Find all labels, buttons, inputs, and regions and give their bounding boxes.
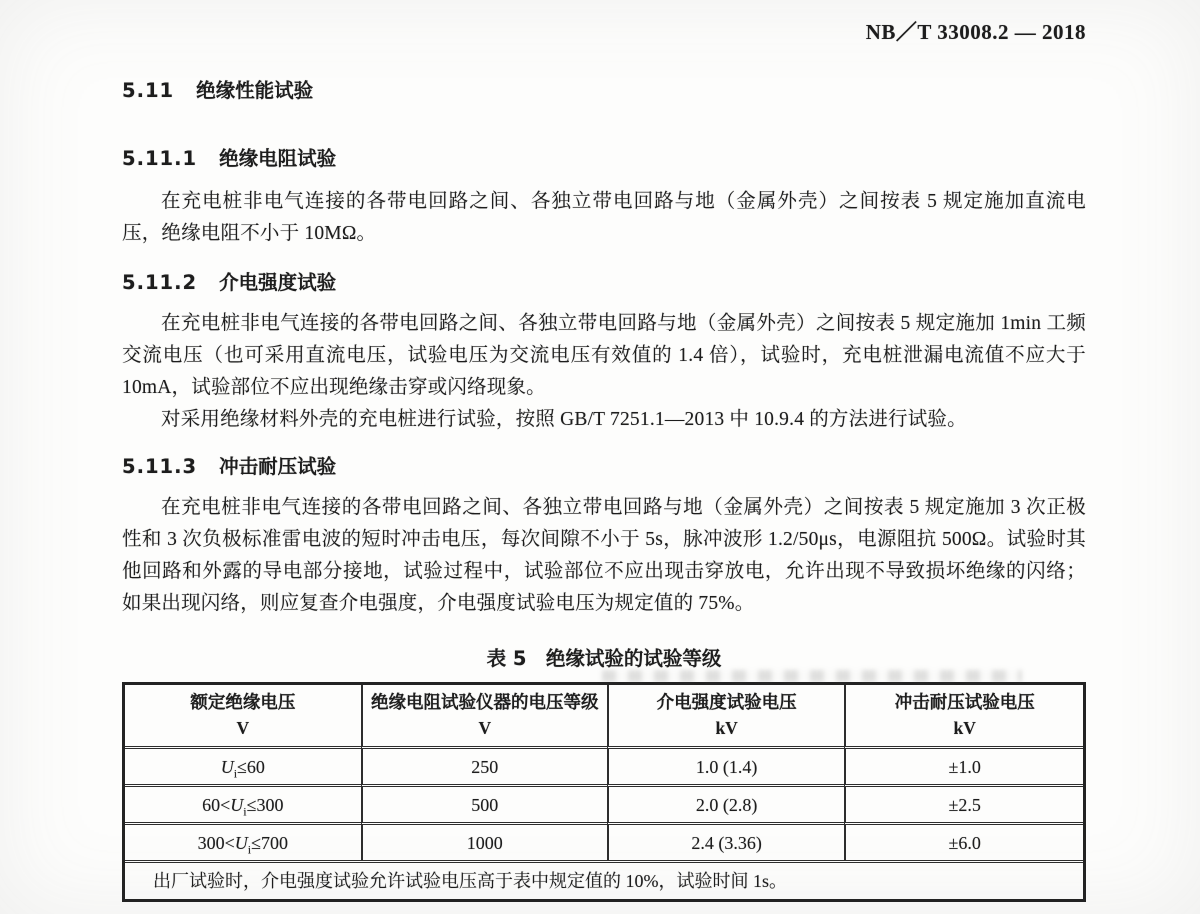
variable-subscript: i: [233, 766, 238, 781]
variable-subscript: i: [247, 842, 252, 857]
table-cell-rated-voltage: [125, 746, 361, 784]
table-header-dielectric-voltage: [607, 685, 845, 746]
table-5-wrapper: [122, 682, 1086, 902]
section-title: 冲击耐压试验: [219, 455, 337, 478]
header-label: 绝缘电阻试验仪器的电压等级: [371, 693, 599, 713]
table-header-impulse-voltage: [844, 685, 1083, 746]
standard-number-header: NB／T 33008.2 — 2018: [865, 20, 1086, 44]
value-suffix: ≤60: [237, 757, 265, 777]
table-header-tester-voltage-class: [361, 685, 607, 746]
value-suffix: ≤300: [246, 795, 284, 815]
variable-u: U: [220, 757, 234, 777]
header-label: 额定绝缘电压: [190, 693, 296, 713]
section-number: 5.11.2: [122, 271, 198, 294]
value-prefix: 300<: [197, 833, 235, 853]
table-cell-rated-voltage: [125, 822, 361, 860]
section-title: 绝缘电阻试验: [219, 147, 337, 170]
header-label: 冲击耐压试验电压: [894, 693, 1035, 713]
section-number: 5.11.3: [122, 455, 198, 478]
header-unit: V: [478, 718, 492, 738]
table-header-rated-voltage: [125, 685, 361, 746]
header-unit: kV: [715, 718, 738, 738]
section-heading-5-11-3: [122, 454, 1086, 480]
paragraph-dielectric-strength-2: 对采用绝缘材料外壳的充电桩进行试验，按照 GB/T 7251.1—2013 中 10.9.4 的方法进行试验。: [161, 409, 967, 430]
table-5-insulation-test-levels: [122, 682, 1086, 902]
table-footnote: 出厂试验时，介电强度试验允许试验电压高于表中规定值的 10%，试验时间 1s。: [125, 860, 1083, 899]
table-cell-impulse-kv: ±1.0: [844, 746, 1083, 784]
paragraph-dielectric-strength-1: 在充电桩非电气连接的各带电回路之间、各独立带电回路与地（金属外壳）之间按表 5 规定施加 1min 工频交流电压（也可采用直流电压，试验电压为交流电压有效值的 1.4 倍），试验时，充电桩泄漏电流值不应大于 10mA，试验部位不应出现绝缘击穿或闪络现象。: [122, 313, 1086, 398]
value-suffix: ≤700: [251, 833, 289, 853]
table-cell-dielectric-kv: 2.0 (2.8): [607, 784, 845, 822]
section-number: 5.11.1: [122, 147, 198, 170]
section-heading-5-11: [122, 78, 1086, 104]
variable-u: U: [234, 833, 248, 853]
table-5-caption: 表 5 绝缘试验的试验等级: [486, 647, 722, 670]
variable-subscript: i: [243, 804, 247, 819]
value-prefix: 60<: [202, 795, 231, 815]
header-label: 介电强度试验电压: [656, 693, 797, 713]
table-cell-rated-voltage: [125, 784, 361, 822]
section-title: 绝缘性能试验: [196, 79, 314, 102]
table-cell-impulse-kv: ±2.5: [844, 784, 1083, 822]
paragraph-insulation-resistance: 在充电桩非电气连接的各带电回路之间、各独立带电回路与地（金属外壳）之间按表 5 规定施加直流电压，绝缘电阻不小于 10MΩ。: [122, 191, 1086, 244]
table-cell-dielectric-kv: 2.4 (3.36): [607, 822, 845, 860]
variable-u: U: [230, 795, 244, 815]
header-unit: V: [236, 718, 250, 738]
section-heading-5-11-1: [122, 146, 1086, 172]
paragraph-impulse-withstand: 在充电桩非电气连接的各带电回路之间、各独立带电回路与地（金属外壳）之间按表 5 规定施加 3 次正极性和 3 次负极标准雷电波的短时冲击电压，每次间隙不小于 5s，脉冲波形 1.2/50μs，电源阻抗 500Ω。试验时其他回路和外露的导电部分接地，试验过程中，试验部位不应出现击穿放电，允许出现不导致损坏绝缘的闪络；如果出现闪络，则应复查介电强度，介电强度试验电压为规定值的 75%。: [122, 497, 1086, 614]
section-number: 5.11: [122, 79, 175, 102]
header-unit: kV: [953, 718, 976, 738]
table-cell-impulse-kv: ±6.0: [844, 822, 1083, 860]
table-cell-tester-voltage: 500: [361, 784, 607, 822]
table-cell-tester-voltage: 250: [361, 746, 607, 784]
section-heading-5-11-2: [122, 270, 1086, 296]
section-title: 介电强度试验: [219, 271, 337, 294]
table-cell-dielectric-kv: 1.0 (1.4): [607, 746, 845, 784]
table-cell-tester-voltage: 1000: [361, 822, 607, 860]
